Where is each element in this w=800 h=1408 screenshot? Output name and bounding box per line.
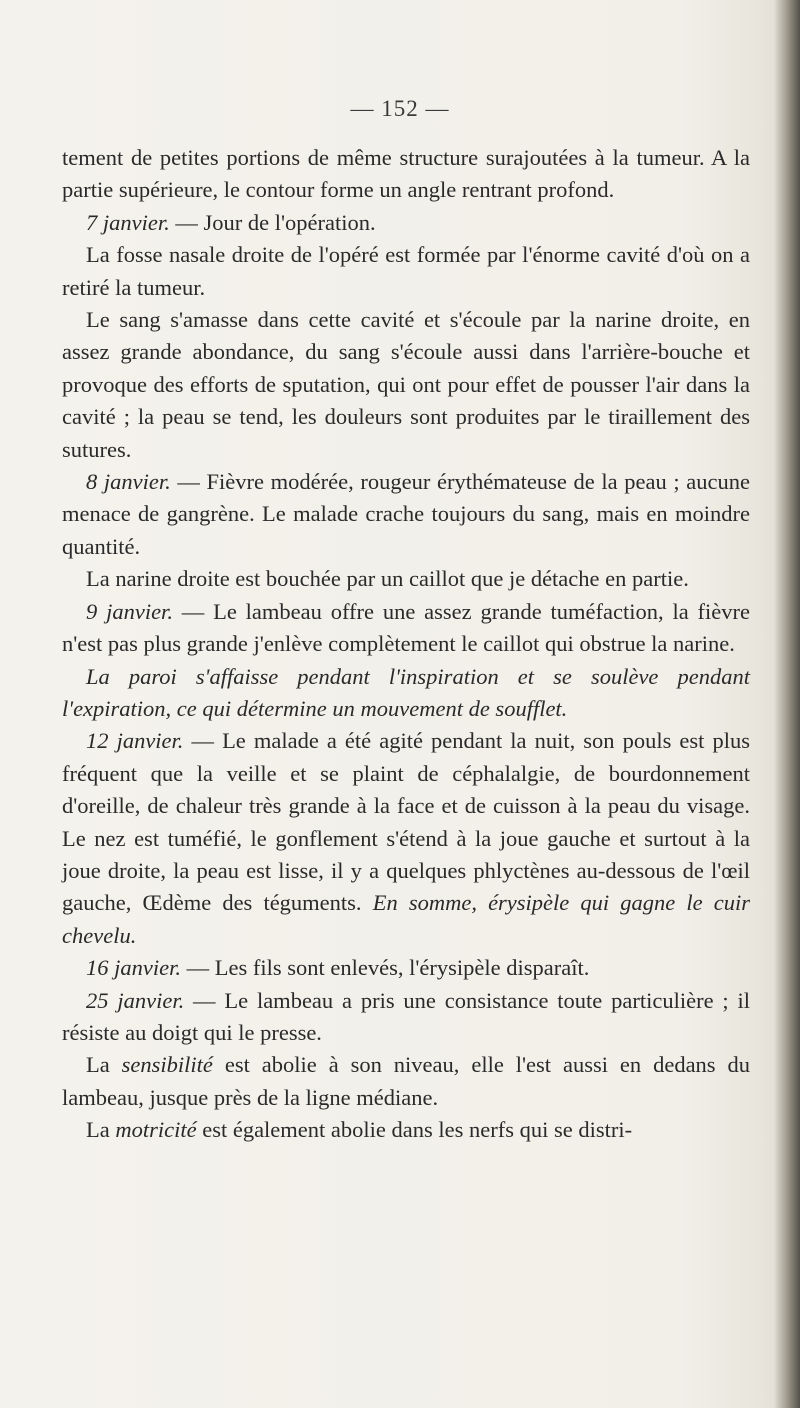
date-label: 7 janvier. (86, 209, 170, 235)
paragraph: tement de petites portions de même structure surajoutées à la tumeur. A la partie supérieure, le contour forme un angle rentrant profond. (62, 145, 750, 203)
date-label: 9 janvier. (86, 598, 173, 624)
paragraph (62, 985, 750, 1050)
date-label: 25 janvier. (86, 987, 185, 1013)
paragraph (62, 1049, 750, 1114)
body-text (62, 142, 750, 1147)
paragraph-text: est abolie à son niveau, elle l'est aussi en dedans du lambeau, jusque près de la ligne médiane. (62, 1052, 750, 1110)
paragraph: Le sang s'amasse dans cette cavité et s'écoule par la narine droite, en assez grande abondance, du sang s'écoule aussi dans l'arrière-bouche et provoque des efforts de sputation, qui ont pour effet de pousser l'air dans la cavité ; la peau se tend, les douleurs sont produites par le tiraillement des sutures. (62, 307, 750, 462)
italic-term: motricité (115, 1117, 197, 1143)
italic-term: sensibilité (121, 1052, 213, 1078)
paragraph-lead: La (86, 1052, 122, 1078)
italic-summary: En somme, érysipèle qui gagne le cuir chevelu. (62, 890, 751, 948)
paragraph (62, 207, 750, 239)
date-label: 16 janvier. (86, 955, 181, 981)
paragraph (62, 725, 750, 952)
paragraph-text: — Jour de l'opération. (169, 209, 376, 235)
page-number: — 152 — (350, 96, 450, 121)
paragraph-text: — Fièvre modérée, rougeur érythémateuse de la peau ; aucune menace de gangrène. Le malade crache toujours du sang, mais en moindre quantité. (62, 469, 750, 559)
paragraph (62, 1114, 750, 1146)
paragraph-text: — Les fils sont enlevés, l'érysipèle disparaît. (181, 955, 590, 981)
date-label: 8 janvier. (86, 469, 171, 495)
italic-paragraph: La paroi s'affaisse pendant l'inspiration et se soulève pendant l'expiration, ce qui détermine un mouvement de soufflet. (62, 663, 750, 721)
paragraph-text: — Le lambeau offre une assez grande tuméfaction, la fièvre n'est pas plus grande j'enlève complètement le caillot qui obstrue la narine. (62, 598, 750, 657)
page-edge-shadow (774, 0, 800, 1408)
paragraph: La fosse nasale droite de l'opéré est formée par l'énorme cavité d'où on a retiré la tumeur. (62, 242, 750, 300)
paragraph-text: — Le lambeau a pris une consistance toute particulière ; il résiste au doigt qui le presse. (62, 987, 750, 1045)
paragraph (62, 466, 750, 563)
paragraph: La narine droite est bouchée par un caillot que je détache en partie. (86, 566, 689, 592)
paragraph (62, 596, 750, 661)
paragraph-lead: La (86, 1117, 116, 1143)
date-label: 12 janvier. (86, 728, 184, 754)
paragraph-text: — Le malade a été agité pendant la nuit, son pouls est plus fréquent que la veille et se plaint de céphalalgie, de bourdonnement d'oreille, de chaleur très grande à la face et de cuisson à la peau du visage. Le nez est tuméfié, le gonflement s'étend à la joue gauche et surtout à la joue droite, la peau est lisse, il y a quelques phlyctènes au-dessous de l'œil gauche, Œdème des téguments. (62, 728, 750, 916)
paragraph-text: est également abolie dans les nerfs qui se distri- (196, 1117, 633, 1143)
paragraph (62, 952, 750, 984)
